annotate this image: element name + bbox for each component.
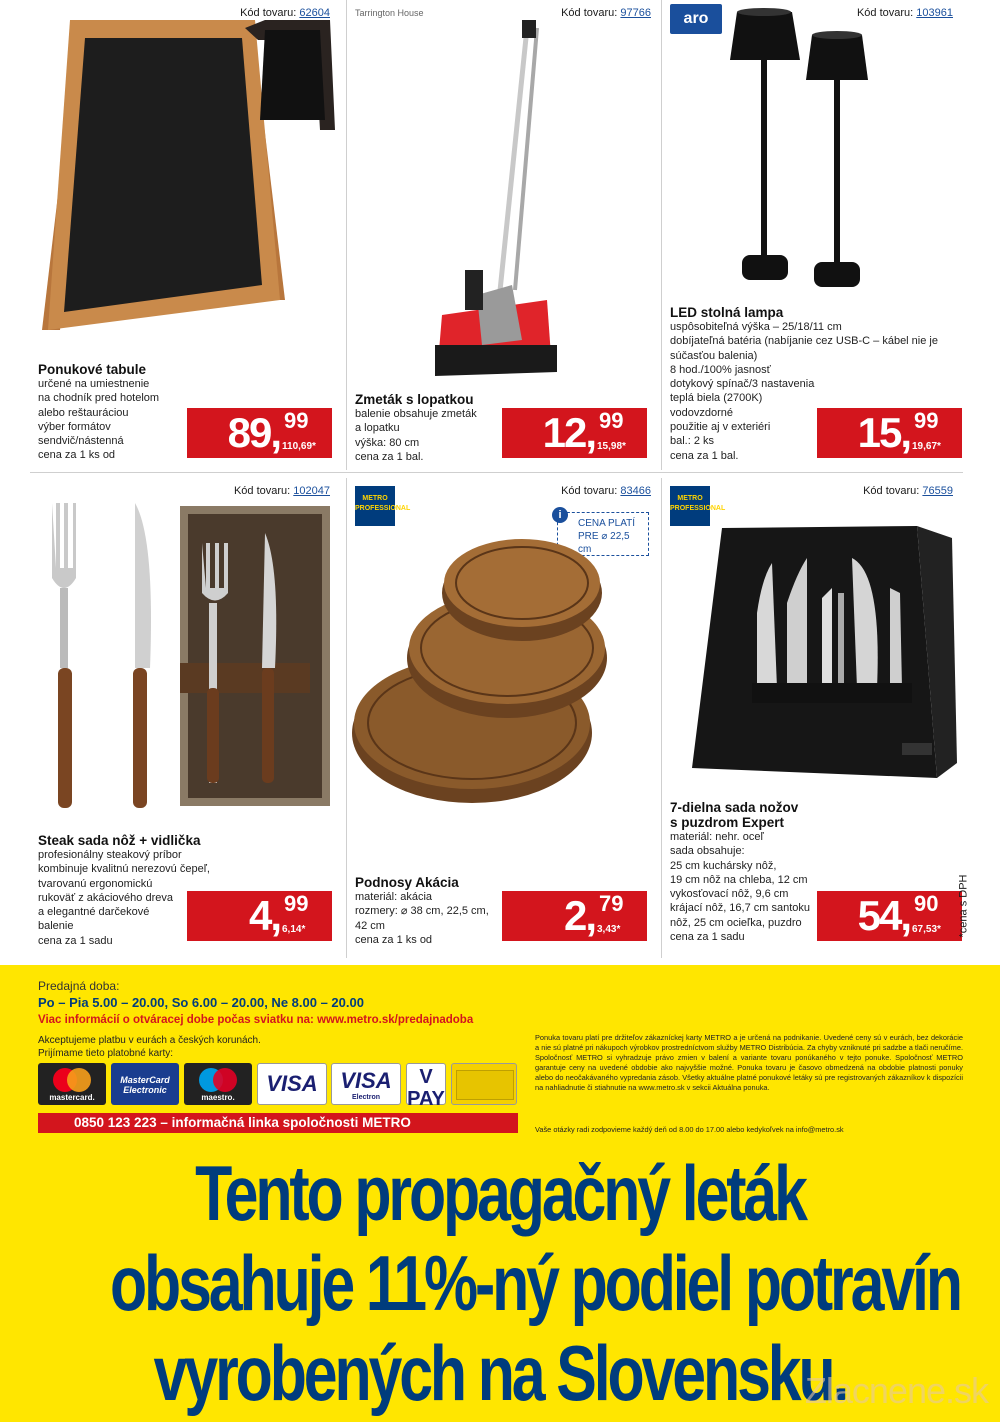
aro-logo: aro bbox=[670, 4, 722, 34]
price-integer: 4, bbox=[248, 892, 280, 939]
product-desc-line: profesionálny steakový príbor bbox=[38, 849, 182, 861]
price-with-vat: 15,98* bbox=[597, 441, 626, 452]
price-decimal: 99 bbox=[284, 408, 309, 433]
product-desc-line: materiál: nehr. oceľ bbox=[670, 831, 764, 843]
price-note-line: CENA PLATÍ bbox=[578, 518, 636, 529]
watermark-logo: Zlacnene.sk bbox=[804, 1370, 988, 1411]
product-desc-line: na chodník pred hotelom bbox=[38, 392, 160, 405]
menu-board-image bbox=[30, 0, 340, 340]
product-code: Kód tovaru: 76559 bbox=[859, 484, 957, 498]
product-card-acacia-boards[interactable] bbox=[347, 478, 661, 958]
price-integer: 89, bbox=[227, 409, 280, 456]
product-desc-line: 25 cm kuchársky nôž, bbox=[670, 859, 777, 872]
product-text bbox=[670, 800, 810, 944]
product-desc-line: sendvič/nástenná bbox=[38, 435, 124, 448]
price-decimal: 90 bbox=[914, 891, 939, 916]
product-card-steak-set[interactable] bbox=[30, 478, 340, 958]
product-desc-line: dotykový spínač/3 nastavenia bbox=[670, 378, 815, 391]
visa-icon: VISA bbox=[257, 1063, 327, 1105]
headline-line: Tento propagačný leták bbox=[195, 1149, 805, 1237]
hotline-bar: 0850 123 223 – informačná linka spoločnosti METRO bbox=[38, 1113, 518, 1133]
price-decimal: 99 bbox=[284, 891, 309, 916]
headline-line: obsahuje 11%-ný podiel potravín bbox=[110, 1239, 960, 1327]
payment-info-line: Prijímame tieto platobné karty: bbox=[38, 1048, 174, 1059]
product-desc-line: vodovzdorné bbox=[670, 406, 733, 419]
divider bbox=[30, 472, 963, 473]
product-desc-line: súčasťou balenia) bbox=[670, 349, 758, 362]
steak-set-image bbox=[30, 478, 340, 828]
contact-text: Vaše otázky radi zodpovieme každý deň od 8.00 do 17.00 alebo kedykoľvek na info@metro.sk bbox=[535, 1125, 844, 1134]
product-desc-line: tvarovanú ergonomickú bbox=[38, 877, 153, 890]
product-card-knife-set[interactable] bbox=[662, 478, 963, 958]
product-desc-line: cena za 1 sadu bbox=[670, 931, 745, 944]
product-desc-line: uspôsobiteľná výška – 25/18/11 cm bbox=[670, 321, 842, 333]
info-icon: i bbox=[552, 507, 568, 523]
price-note-line: PRE ⌀ 22,5 cm bbox=[578, 531, 630, 555]
product-desc-line: kombinuje kvalitnú nerezovú čepeľ, bbox=[38, 863, 210, 876]
price-tag bbox=[817, 408, 962, 458]
product-desc-line: výška: 80 cm bbox=[355, 436, 420, 449]
product-name: Podnosy Akácia bbox=[355, 875, 459, 890]
visa-electron-icon: VISA Electron bbox=[331, 1063, 401, 1105]
product-text bbox=[38, 833, 210, 948]
product-desc-line: cena za 1 bal. bbox=[670, 449, 739, 462]
brand-label: Tarrington House bbox=[355, 8, 424, 18]
product-desc-line: balenie obsahuje zmeták bbox=[355, 408, 477, 420]
opening-hours: Po – Pia 5.00 – 20.00, So 6.00 – 20.00, Ne 8.00 – 20.00 bbox=[38, 995, 364, 1010]
broom-image bbox=[347, 0, 661, 400]
price-tag bbox=[502, 408, 647, 458]
payment-info bbox=[38, 1034, 261, 1060]
product-desc-line: sada obsahuje: bbox=[670, 845, 745, 858]
lamp-image bbox=[662, 0, 963, 310]
mastercard-icon: mastercard. bbox=[38, 1063, 106, 1105]
footer-panel bbox=[0, 965, 1000, 1422]
product-desc-line: cena za 1 bal. bbox=[355, 450, 424, 463]
mastercard-electronic-icon: MasterCard Electronic bbox=[111, 1063, 179, 1105]
price-decimal: 99 bbox=[599, 408, 624, 433]
price-with-vat: 110,69* bbox=[282, 441, 316, 452]
product-name: LED stolná lampa bbox=[670, 305, 784, 320]
metro-card-icon bbox=[451, 1063, 517, 1105]
product-desc-line: balenie bbox=[38, 920, 74, 933]
price-decimal: 99 bbox=[914, 408, 939, 433]
product-card-menu-board[interactable] bbox=[30, 0, 340, 470]
product-desc-line: a elegantné darčekové bbox=[38, 906, 150, 919]
vpay-icon: V PAY bbox=[406, 1063, 446, 1105]
product-desc-line: teplá biela (2700K) bbox=[670, 392, 763, 405]
price-integer: 15, bbox=[857, 409, 910, 456]
legal-text: Ponuka tovaru platí pre držiteľov zákazníckej karty METRO a je určená na podnikanie. Uvedené ceny sú v eurách, bez dekorácie a nie sú platné pri nákupoch výrobkov prostredníctvom služby METRO Distribúcia. Za chyby vzniknuté pri sadzbe a tlači neručíme. Spoločnosť METRO si vyhradzuje právo zmien v balení a variante tovaru ponúkaného v tejto ponuke. Spoločnosť METRO garantuje ceny na uvedené obdobie ako najvyššie možné. Ponuka tovaru je časovo obmedzená na obdobie platnosti ponuky alebo do neočakávaného vypredania zásob. Všetky aktuálne platné ponukové letáky sú pre registrovaných zákazníkov k dispozícii na nahliadnutie či stiahnutie na www.metro.sk v sekcii Aktuálna ponuka. bbox=[535, 1033, 963, 1092]
price-with-vat: 19,67* bbox=[912, 441, 941, 452]
product-code: Kód tovaru: 62604 bbox=[236, 6, 334, 20]
price-tag bbox=[502, 891, 647, 941]
vat-note: *cena s DPH bbox=[957, 874, 970, 938]
product-desc-line: rozmery: ⌀ 38 cm, 22,5 cm, bbox=[355, 905, 489, 918]
payment-cards bbox=[38, 1063, 518, 1110]
boards-image bbox=[347, 478, 661, 818]
price-integer: 54, bbox=[857, 892, 910, 939]
product-name: Steak sada nôž + vidlička bbox=[38, 833, 201, 848]
price-with-vat: 3,43* bbox=[597, 924, 621, 935]
knife-set-image bbox=[662, 478, 963, 798]
product-desc-line: cena za 1 ks od bbox=[355, 933, 433, 946]
payment-info-line: Akceptujeme platbu v eurách a českých korunách. bbox=[38, 1035, 261, 1046]
product-desc-line: 8 hod./100% jasnosť bbox=[670, 363, 771, 376]
opening-hours-label: Predajná doba: bbox=[38, 979, 120, 993]
product-desc-line: cena za 1 sadu bbox=[38, 934, 113, 947]
price-tag bbox=[187, 891, 332, 941]
price-integer: 12, bbox=[542, 409, 595, 456]
metro-professional-logo: METRO PROFESSIONAL bbox=[670, 486, 710, 526]
product-name: 7-dielna sada nožov bbox=[670, 800, 799, 815]
product-desc-line: dobíjateľná batéria (nabíjanie cez USB-C – kábel nie je bbox=[670, 335, 938, 348]
price-decimal: 79 bbox=[599, 891, 624, 916]
product-desc-line: rukoväť z akáciového dreva bbox=[38, 891, 173, 904]
price-with-vat: 67,53* bbox=[912, 924, 941, 935]
metro-professional-logo: METRO PROFESSIONAL bbox=[355, 486, 395, 526]
product-desc-line: a lopatku bbox=[355, 422, 400, 435]
holiday-info: Viac informácií o otváracej dobe počas sviatku na: www.metro.sk/predajnadoba bbox=[38, 1014, 474, 1026]
product-desc-line: materiál: akácia bbox=[355, 891, 433, 903]
product-desc-line: 42 cm bbox=[355, 919, 385, 932]
product-desc-line: určené na umiestnenie bbox=[38, 378, 150, 390]
product-desc-line: výber formátov bbox=[38, 420, 111, 433]
product-desc-line: cena za 1 ks od bbox=[38, 449, 116, 462]
product-code: Kód tovaru: 97766 bbox=[557, 6, 655, 20]
product-card-broom[interactable] bbox=[347, 0, 661, 470]
product-text bbox=[355, 392, 477, 464]
product-desc-line: vykosťovací nôž, 9,6 cm bbox=[670, 888, 789, 901]
maestro-icon: maestro. bbox=[184, 1063, 252, 1105]
product-card-led-lamp[interactable] bbox=[662, 0, 963, 470]
product-code: Kód tovaru: 83466 bbox=[557, 484, 655, 498]
headline-line: vyrobených na Slovensku. bbox=[153, 1329, 847, 1417]
product-name: s puzdrom Expert bbox=[670, 815, 785, 830]
product-desc-line: bal.: 2 ks bbox=[670, 435, 715, 448]
product-name: Ponukové tabule bbox=[38, 362, 147, 377]
price-with-vat: 6,14* bbox=[282, 924, 306, 935]
product-desc-line: použitie aj v exteriéri bbox=[670, 421, 771, 434]
product-name: Zmeták s lopatkou bbox=[355, 392, 474, 407]
product-code: Kód tovaru: 102047 bbox=[230, 484, 334, 498]
price-tag bbox=[187, 408, 332, 458]
product-text bbox=[38, 362, 159, 463]
product-code: Kód tovaru: 103961 bbox=[853, 6, 957, 20]
product-desc-line: nôž, 25 cm ocieľka, puzdro bbox=[670, 916, 802, 929]
product-desc-line: alebo reštauráciou bbox=[38, 406, 129, 419]
product-desc-line: krájací nôž, 16,7 cm santoku bbox=[670, 902, 811, 915]
product-desc-line: 19 cm nôž na chleba, 12 cm bbox=[670, 873, 808, 886]
product-text bbox=[355, 875, 489, 947]
price-integer: 2, bbox=[563, 892, 595, 939]
price-tag bbox=[817, 891, 962, 941]
